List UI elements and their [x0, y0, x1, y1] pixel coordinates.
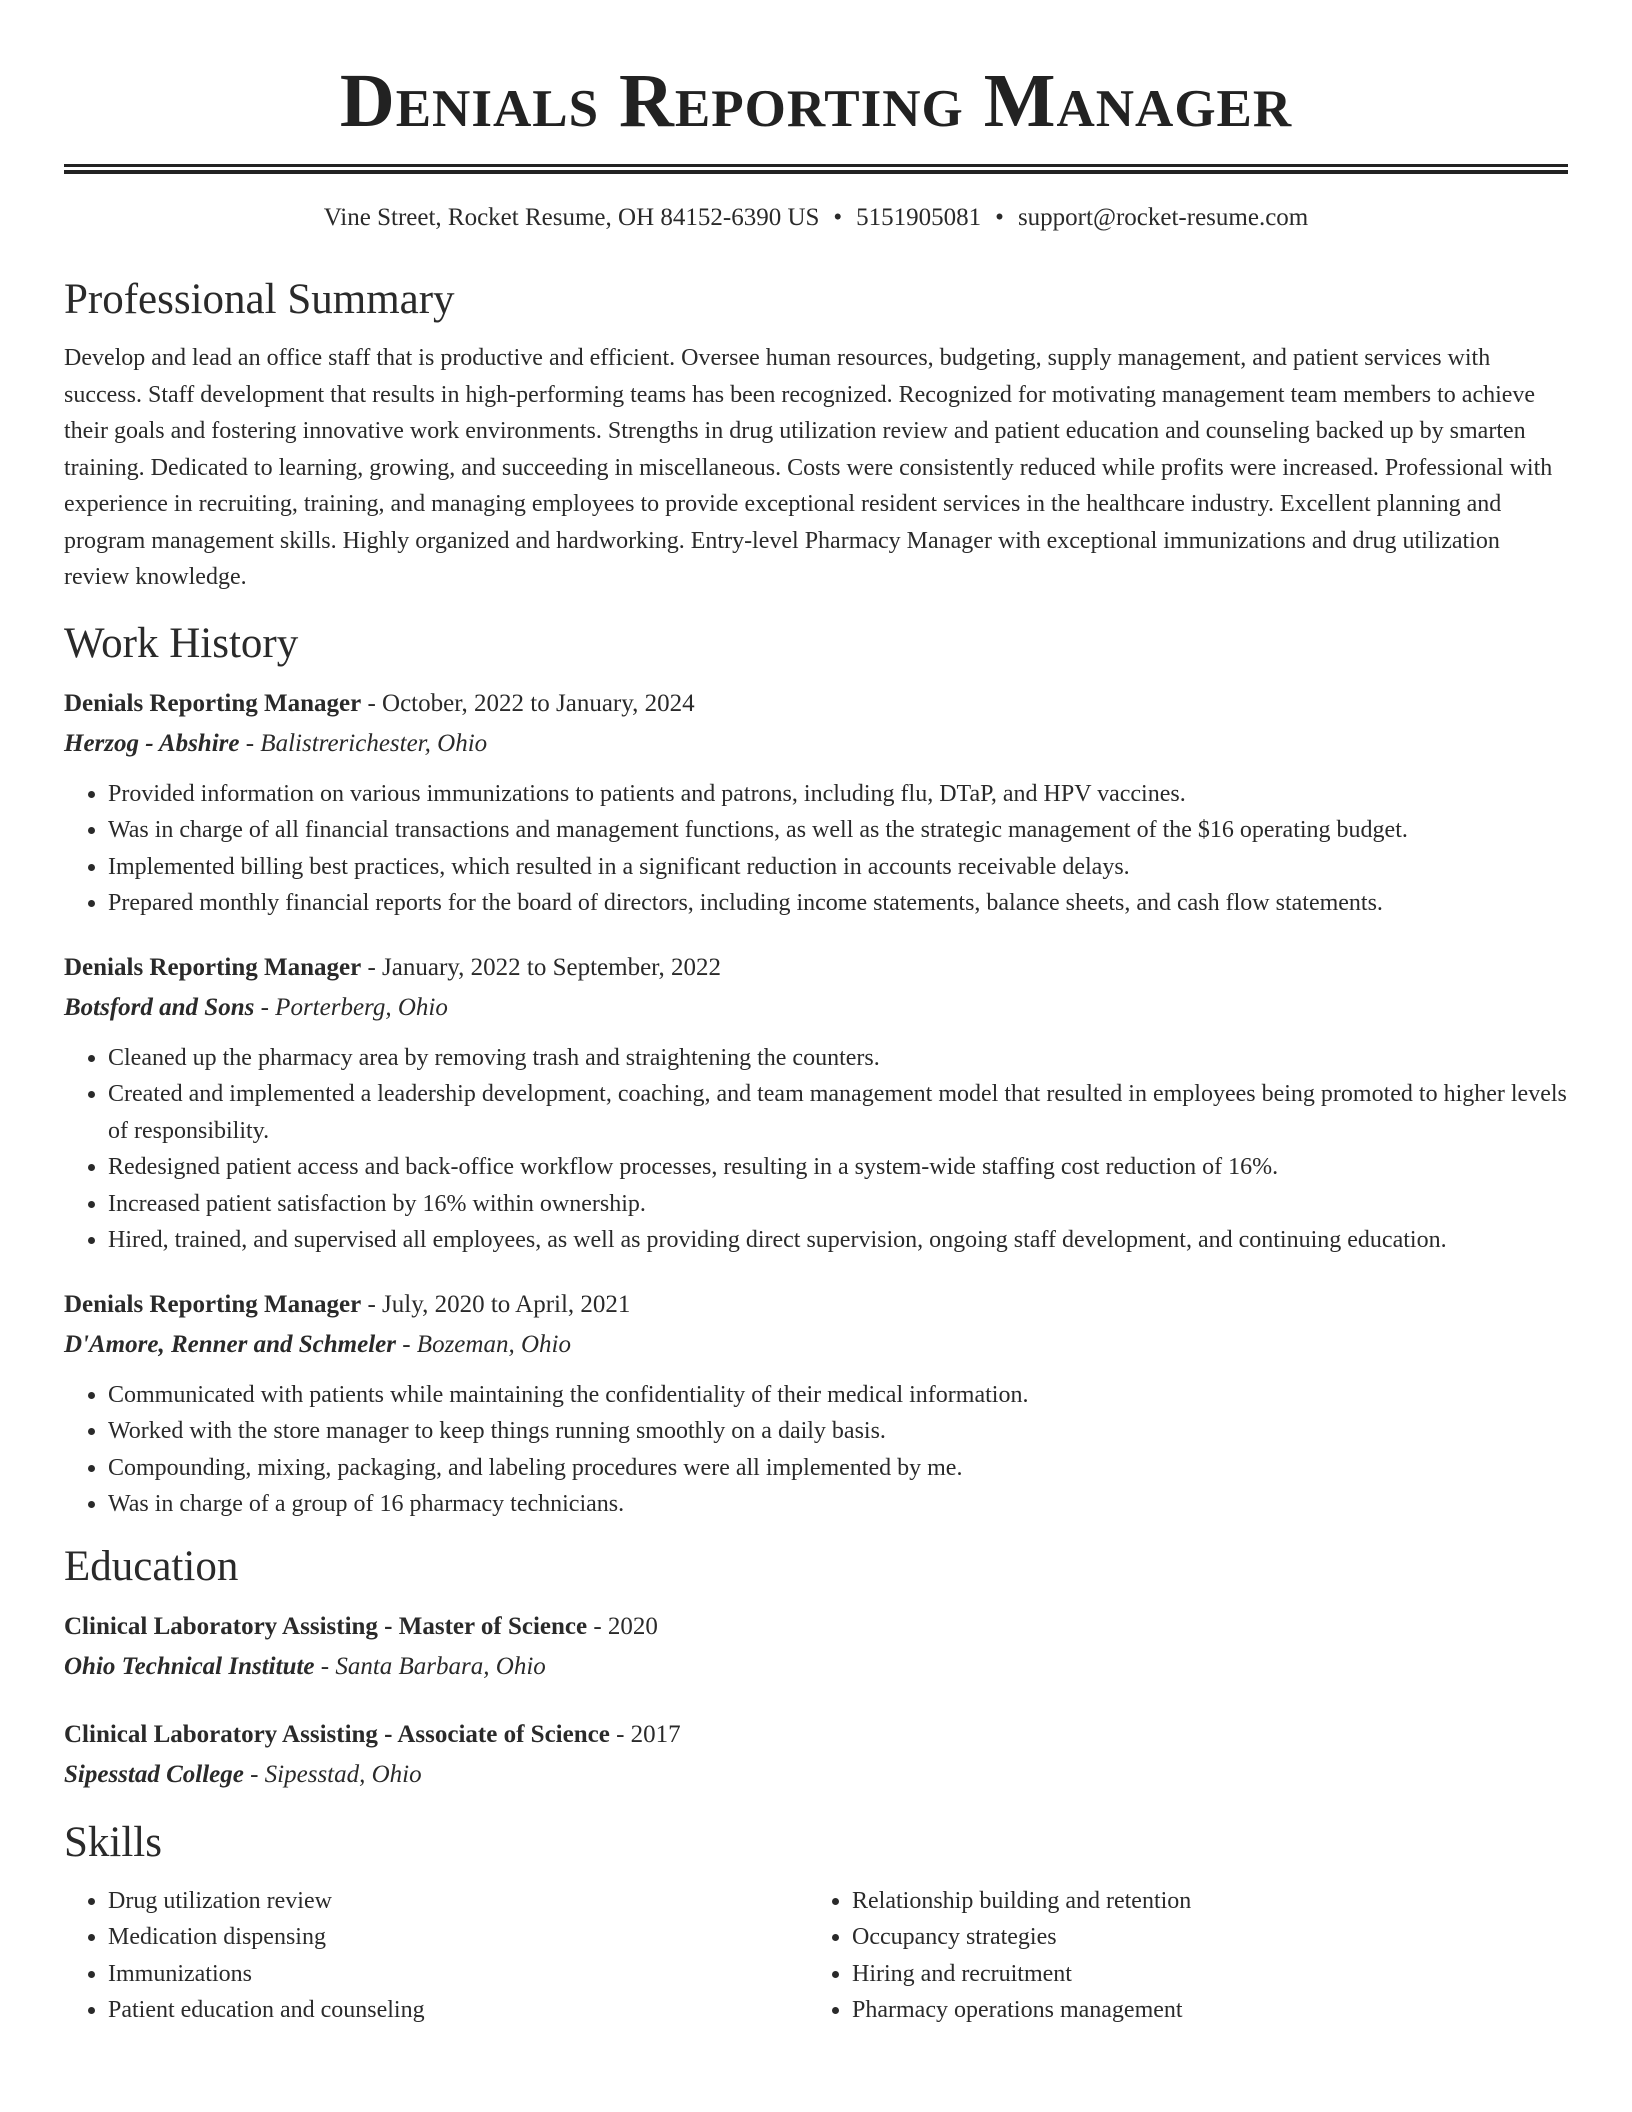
list-item: • Cleaned up the pharmacy area by removing trash and straightening the counters.: [108, 1040, 1568, 1077]
summary-text: Develop and lead an office staff that is productive and efficient. Oversee human resources, budgeting, supply management, and patient services with success. Staff development that results in high-performing teams has been recognized. Recognized for motivating management team members to achieve their goals and fostering innovative work environments. Strengths in drug utilization review and patient education and counseling backed up by smarten training. Dedicated to learning, growing, and succeeding in miscellaneous. Costs were consistently reduced while profits were increased. Professional with experience in recruiting, training, and managing employees to provide exceptional resident services in the healthcare industry. Excellent planning and program management skills. Highly organized and hardworking. Entry-level Pharmacy Manager with exceptional immunizations and drug utilization review knowledge.: [64, 345, 1553, 590]
list-item: • Created and implemented a leadership development, coaching, and team management model that resulted in employees being promoted to higher levels of responsibility.: [108, 1076, 1568, 1149]
education-location: - Sipesstad, Ohio: [243, 1760, 422, 1788]
job-entry: [64, 1285, 1568, 1523]
list-item: • Compounding, mixing, packaging, and labeling procedures were all implemented by me.: [108, 1450, 1568, 1487]
job-duties-list: [64, 1040, 1568, 1259]
skill-item: • Relationship building and retention: [852, 1883, 1552, 1920]
candidate-name: Denials Reporting Manager: [339, 59, 1293, 143]
list-item: • Provided information on various immunizations to patients and patrons, including flu, DTaP, and HPV vaccines.: [108, 776, 1568, 813]
job-dates: - January, 2022 to September, 2022: [361, 953, 722, 981]
job-employer: [64, 724, 1568, 764]
education-year: - 2017: [609, 1720, 681, 1748]
skill-item: • Patient education and counseling: [108, 1992, 808, 2029]
job-role: Denials Reporting Manager: [64, 953, 362, 981]
job-company: Herzog - Abshire: [64, 729, 240, 757]
list-item: • Communicated with patients while maintaining the confidentiality of their medical information.: [108, 1377, 1568, 1414]
contact-email: support@rocket-resume.com: [1017, 204, 1309, 231]
education-institution: [64, 1755, 1568, 1795]
job-location: - Porterberg, Ohio: [254, 993, 448, 1021]
list-item: • Was in charge of all financial transactions and management functions, as well as the strategic management of the $16 operating budget.: [108, 812, 1568, 849]
job-company: D'Amore, Renner and Schmeler: [64, 1330, 396, 1358]
list-item: • Increased patient satisfaction by 16% within ownership.: [108, 1186, 1568, 1223]
education-degree: Clinical Laboratory Assisting - Master of Science: [64, 1612, 588, 1640]
job-location: - Bozeman, Ohio: [395, 1330, 571, 1358]
skills-list-left: [64, 1883, 808, 2029]
contact-address: Vine Street, Rocket Resume, OH 84152-6390 US: [323, 204, 820, 231]
education-entry: [64, 1715, 1568, 1795]
list-item: • Was in charge of a group of 16 pharmacy technicians.: [108, 1486, 1568, 1523]
job-heading: [64, 948, 1568, 988]
section-title-education: Education: [64, 1542, 239, 1590]
job-dates: - July, 2020 to April, 2021: [361, 1290, 631, 1318]
education-heading: [64, 1607, 1568, 1647]
job-duties-list: [64, 776, 1568, 922]
contact-separator: •: [833, 204, 843, 231]
skills-list-right: [808, 1883, 1552, 2029]
job-company: Botsford and Sons: [64, 993, 255, 1021]
list-item: • Hired, trained, and supervised all employees, as well as providing direct supervision, ongoing staff development, and continuing education.: [108, 1222, 1568, 1259]
education-heading: [64, 1715, 1568, 1755]
job-location: - Balistrerichester, Ohio: [239, 729, 488, 757]
job-heading: [64, 684, 1568, 724]
job-employer: [64, 1325, 1568, 1365]
contact-line: [64, 202, 1568, 234]
skill-item: • Immunizations: [108, 1956, 808, 1993]
job-heading: [64, 1285, 1568, 1325]
skill-item: • Medication dispensing: [108, 1919, 808, 1956]
skill-item: • Occupancy strategies: [852, 1919, 1552, 1956]
contact-separator: •: [995, 204, 1004, 231]
job-entry: [64, 684, 1568, 922]
list-item: • Prepared monthly financial reports for the board of directors, including income statements, balance sheets, and cash flow statements.: [108, 885, 1568, 922]
education-degree: Clinical Laboratory Assisting - Associate of Science: [64, 1720, 610, 1748]
skill-item: • Pharmacy operations management: [852, 1992, 1552, 2029]
education-entry: [64, 1607, 1568, 1687]
job-duties-list: [64, 1377, 1568, 1523]
skill-item: • Hiring and recruitment: [852, 1956, 1552, 1993]
education-school: Ohio Technical Institute: [64, 1652, 315, 1680]
education-school: Sipesstad College: [64, 1760, 244, 1788]
job-entry: [64, 948, 1568, 1259]
skill-item: • Drug utilization review: [108, 1883, 808, 1920]
contact-phone: 5151905081: [856, 204, 982, 231]
section-title-summary: Professional Summary: [64, 276, 455, 323]
section-title-skills: Skills: [64, 1818, 162, 1866]
education-year: - 2020: [587, 1612, 658, 1640]
education-location: - Santa Barbara, Ohio: [314, 1652, 546, 1680]
skills-columns: [64, 1883, 1568, 2029]
list-item: • Redesigned patient access and back-office workflow processes, resulting in a system-wide staffing cost reduction of 16%.: [108, 1149, 1568, 1186]
job-role: Denials Reporting Manager: [64, 1290, 362, 1318]
job-dates: - October, 2022 to January, 2024: [361, 689, 695, 717]
header-double-rule: [64, 164, 1568, 174]
education-institution: [64, 1647, 1568, 1687]
job-employer: [64, 988, 1568, 1028]
section-title-work-history: Work History: [64, 619, 299, 667]
list-item: • Implemented billing best practices, which resulted in a significant reduction in accounts receivable delays.: [108, 849, 1568, 886]
list-item: • Worked with the store manager to keep things running smoothly on a daily basis.: [108, 1413, 1568, 1450]
job-role: Denials Reporting Manager: [64, 689, 362, 717]
